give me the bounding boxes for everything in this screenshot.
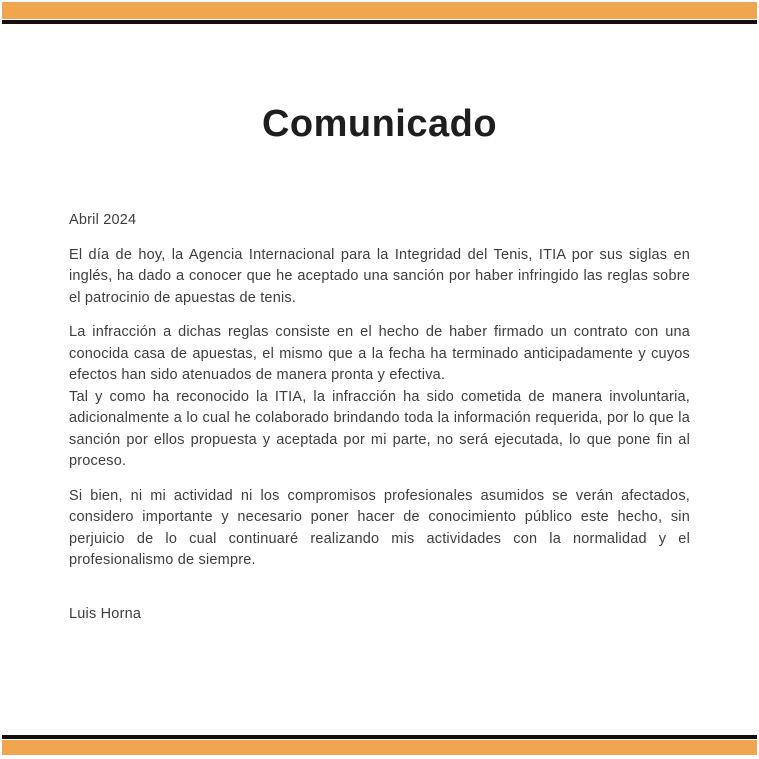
signature: Luis Horna <box>69 605 142 622</box>
paragraph-infraction: La infracción a dichas reglas consiste en el hecho de haber firmado un contrato con una conocida casa de apuestas, el mismo que a la fecha ha terminado anticipadamente y cuyos efectos han sido atenuados de manera pronta y efectiva. <box>69 324 690 383</box>
top-black-bar <box>2 20 757 24</box>
letter-content <box>69 102 690 625</box>
page-title: Comunicado <box>261 103 498 145</box>
letter-date: Abril 2024 <box>69 212 137 228</box>
top-orange-bar <box>2 2 757 19</box>
bottom-orange-bar <box>2 740 757 755</box>
bottom-black-bar <box>2 735 757 739</box>
paragraph-closing: Si bien, ni mi actividad ni los compromisos profesionales asumidos se verán afectados, considero importante y necesario poner hacer de conocimiento público este hecho, sin perjuicio de lo cual continuaré realizando mis actividades con la normalidad y el profesionalismo de siempre. <box>69 487 690 568</box>
paragraph-resolution: Tal y como ha reconocido la ITIA, la infracción ha sido cometida de manera involuntaria, adicionalmente a lo cual he colaborado brindando toda la información requerida, por lo que la sanción por ellos propuesta y aceptada por mi parte, no será ejecutada, lo que pone fin al proceso. <box>69 388 690 469</box>
paragraph-announcement: El día de hoy, la Agencia Internacional para la Integridad del Tenis, ITIA por sus siglas en inglés, ha dado a conocer que he aceptado una sanción por haber infringido las reglas sobre el patrocinio de apuestas de tenis. <box>69 246 690 306</box>
